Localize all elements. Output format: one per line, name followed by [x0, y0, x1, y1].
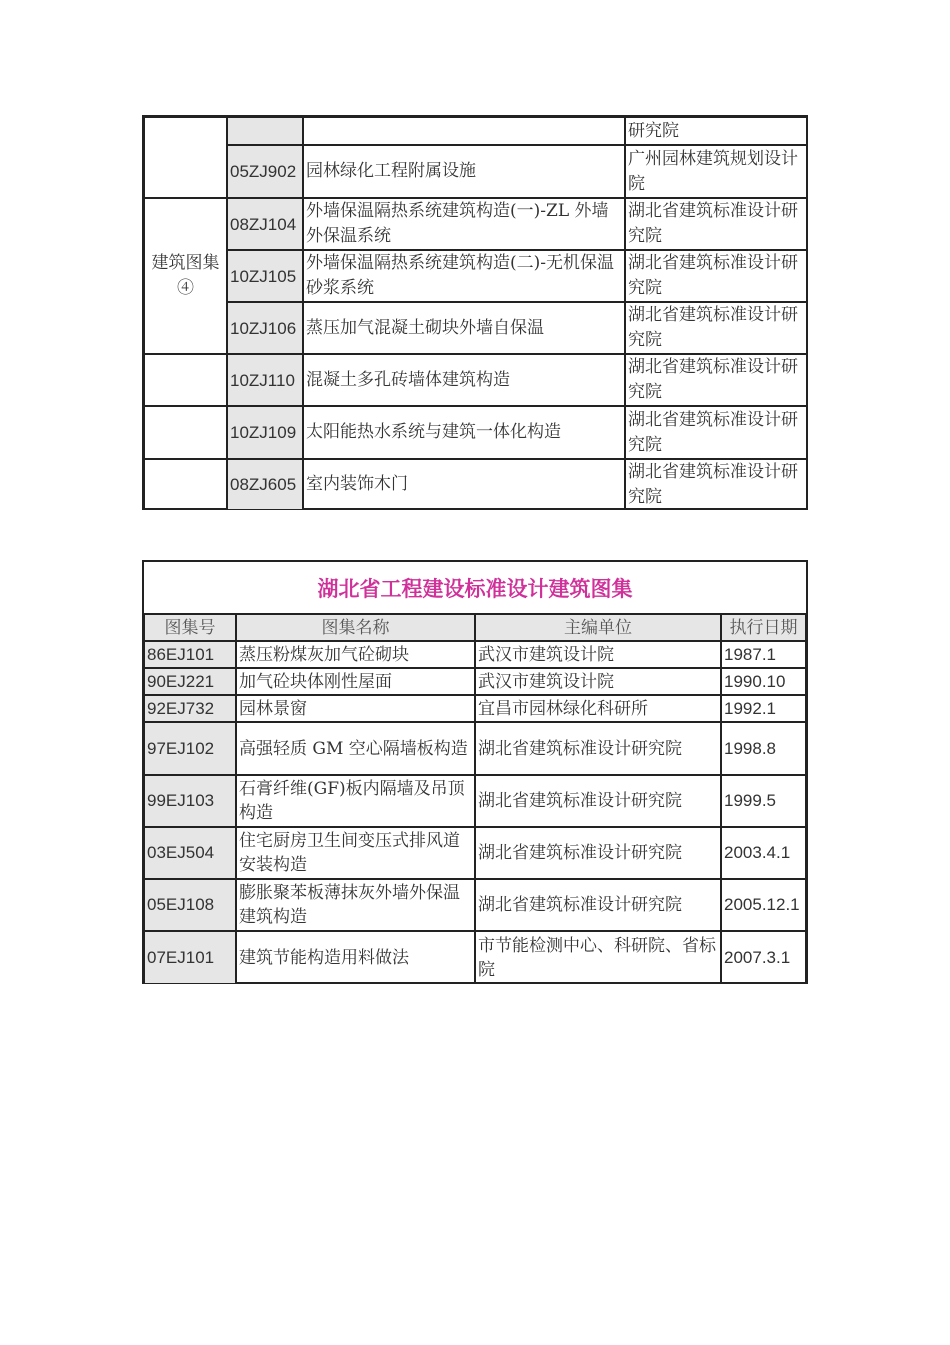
table-cell-unit: 武汉市建筑设计院 — [475, 668, 721, 695]
table-cell-code: 08ZJ104 — [227, 198, 303, 250]
table-cell-code: 10ZJ109 — [227, 406, 303, 459]
table-cell-code: 10ZJ105 — [227, 250, 303, 302]
table-cell-code: 08ZJ605 — [227, 459, 303, 510]
table-cell-unit: 武汉市建筑设计院 — [475, 641, 721, 668]
table-cell-unit: 湖北省建筑标准设计研究院 — [475, 722, 721, 775]
table-cell-code: 03EJ504 — [144, 827, 236, 879]
table-cell-code — [227, 117, 303, 145]
table-cell-code: 99EJ103 — [144, 775, 236, 827]
table-cell-code: 10ZJ106 — [227, 302, 303, 354]
table-cell-code: 05ZJ902 — [227, 145, 303, 198]
table-cell-unit: 湖北省建筑标准设计研究院 — [625, 354, 808, 406]
table-cell-name: 蒸压加气混凝土砌块外墙自保温 — [303, 302, 625, 354]
table-cell-unit: 湖北省建筑标准设计研究院 — [625, 459, 808, 510]
table-cell-date: 2007.3.1 — [721, 931, 806, 984]
table-cell-unit: 广州园林建筑规划设计院 — [625, 145, 808, 198]
column-header-date: 执行日期 — [721, 614, 806, 641]
table-cell-date: 2005.12.1 — [721, 879, 806, 931]
table-title: 湖北省工程建设标准设计建筑图集 — [144, 562, 806, 614]
column-header-name: 图集名称 — [236, 614, 475, 641]
table-cell-code: 05EJ108 — [144, 879, 236, 931]
table-cell-code: 92EJ732 — [144, 695, 236, 722]
table-cell-unit: 湖北省建筑标准设计研究院 — [475, 827, 721, 879]
table-cell-name: 混凝土多孔砖墙体建筑构造 — [303, 354, 625, 406]
table-cell-unit: 湖北省建筑标准设计研究院 — [625, 406, 808, 459]
table-cell-name: 石膏纤维(GF)板内隔墙及吊顶构造 — [236, 775, 475, 827]
table-cell-date: 1990.10 — [721, 668, 806, 695]
table-cell-code: 90EJ221 — [144, 668, 236, 695]
table-cell-unit: 湖北省建筑标准设计研究院 — [625, 302, 808, 354]
table-cell-name: 外墙保温隔热系统建筑构造(一)-ZL 外墙外保温系统 — [303, 198, 625, 250]
table-cell-code: 10ZJ110 — [227, 354, 303, 406]
hubei-standards-table — [142, 560, 808, 984]
table-cell-code: 07EJ101 — [144, 931, 236, 984]
table-cell-name: 高强轻质 GM 空心隔墙板构造 — [236, 722, 475, 775]
table-cell-name: 住宅厨房卫生间变压式排风道安装构造 — [236, 827, 475, 879]
table-cell-name: 园林绿化工程附属设施 — [303, 145, 625, 198]
table-cell-date: 1999.5 — [721, 775, 806, 827]
table-cell-name: 室内装饰木门 — [303, 459, 625, 510]
table-cell-unit: 湖北省建筑标准设计研究院 — [475, 775, 721, 827]
table-cell-unit: 湖北省建筑标准设计研究院 — [625, 198, 808, 250]
category-cell — [144, 198, 227, 354]
table-cell-name: 膨胀聚苯板薄抹灰外墙外保温建筑构造 — [236, 879, 475, 931]
table-cell-name: 园林景窗 — [236, 695, 475, 722]
table-cell-unit: 宜昌市园林绿化科研所 — [475, 695, 721, 722]
category-cell-empty — [144, 406, 227, 459]
category-cell-empty — [144, 117, 227, 198]
category-cell-empty — [144, 459, 227, 510]
category-cell-empty — [144, 354, 227, 406]
table-cell-unit: 市节能检测中心、科研院、省标院 — [475, 931, 721, 984]
table-cell-code: 97EJ102 — [144, 722, 236, 775]
table-cell-code: 86EJ101 — [144, 641, 236, 668]
category-label: 建筑图集④ — [151, 253, 220, 298]
table-cell-date: 1992.1 — [721, 695, 806, 722]
table-cell-date: 1998.8 — [721, 722, 806, 775]
table-cell-name: 建筑节能构造用料做法 — [236, 931, 475, 984]
table-cell-name: 加气砼块体刚性屋面 — [236, 668, 475, 695]
table-cell-name — [303, 117, 625, 145]
table-cell-date: 2003.4.1 — [721, 827, 806, 879]
table-cell-unit: 湖北省建筑标准设计研究院 — [625, 250, 808, 302]
standards-table-continued — [142, 115, 808, 510]
table-cell-unit: 研究院 — [625, 117, 808, 145]
table-cell-name: 外墙保温隔热系统建筑构造(二)-无机保温砂浆系统 — [303, 250, 625, 302]
table-cell-unit: 湖北省建筑标准设计研究院 — [475, 879, 721, 931]
column-header-code: 图集号 — [144, 614, 236, 641]
table-cell-name: 太阳能热水系统与建筑一体化构造 — [303, 406, 625, 459]
column-header-unit: 主编单位 — [475, 614, 721, 641]
table-cell-name: 蒸压粉煤灰加气砼砌块 — [236, 641, 475, 668]
table-cell-date: 1987.1 — [721, 641, 806, 668]
